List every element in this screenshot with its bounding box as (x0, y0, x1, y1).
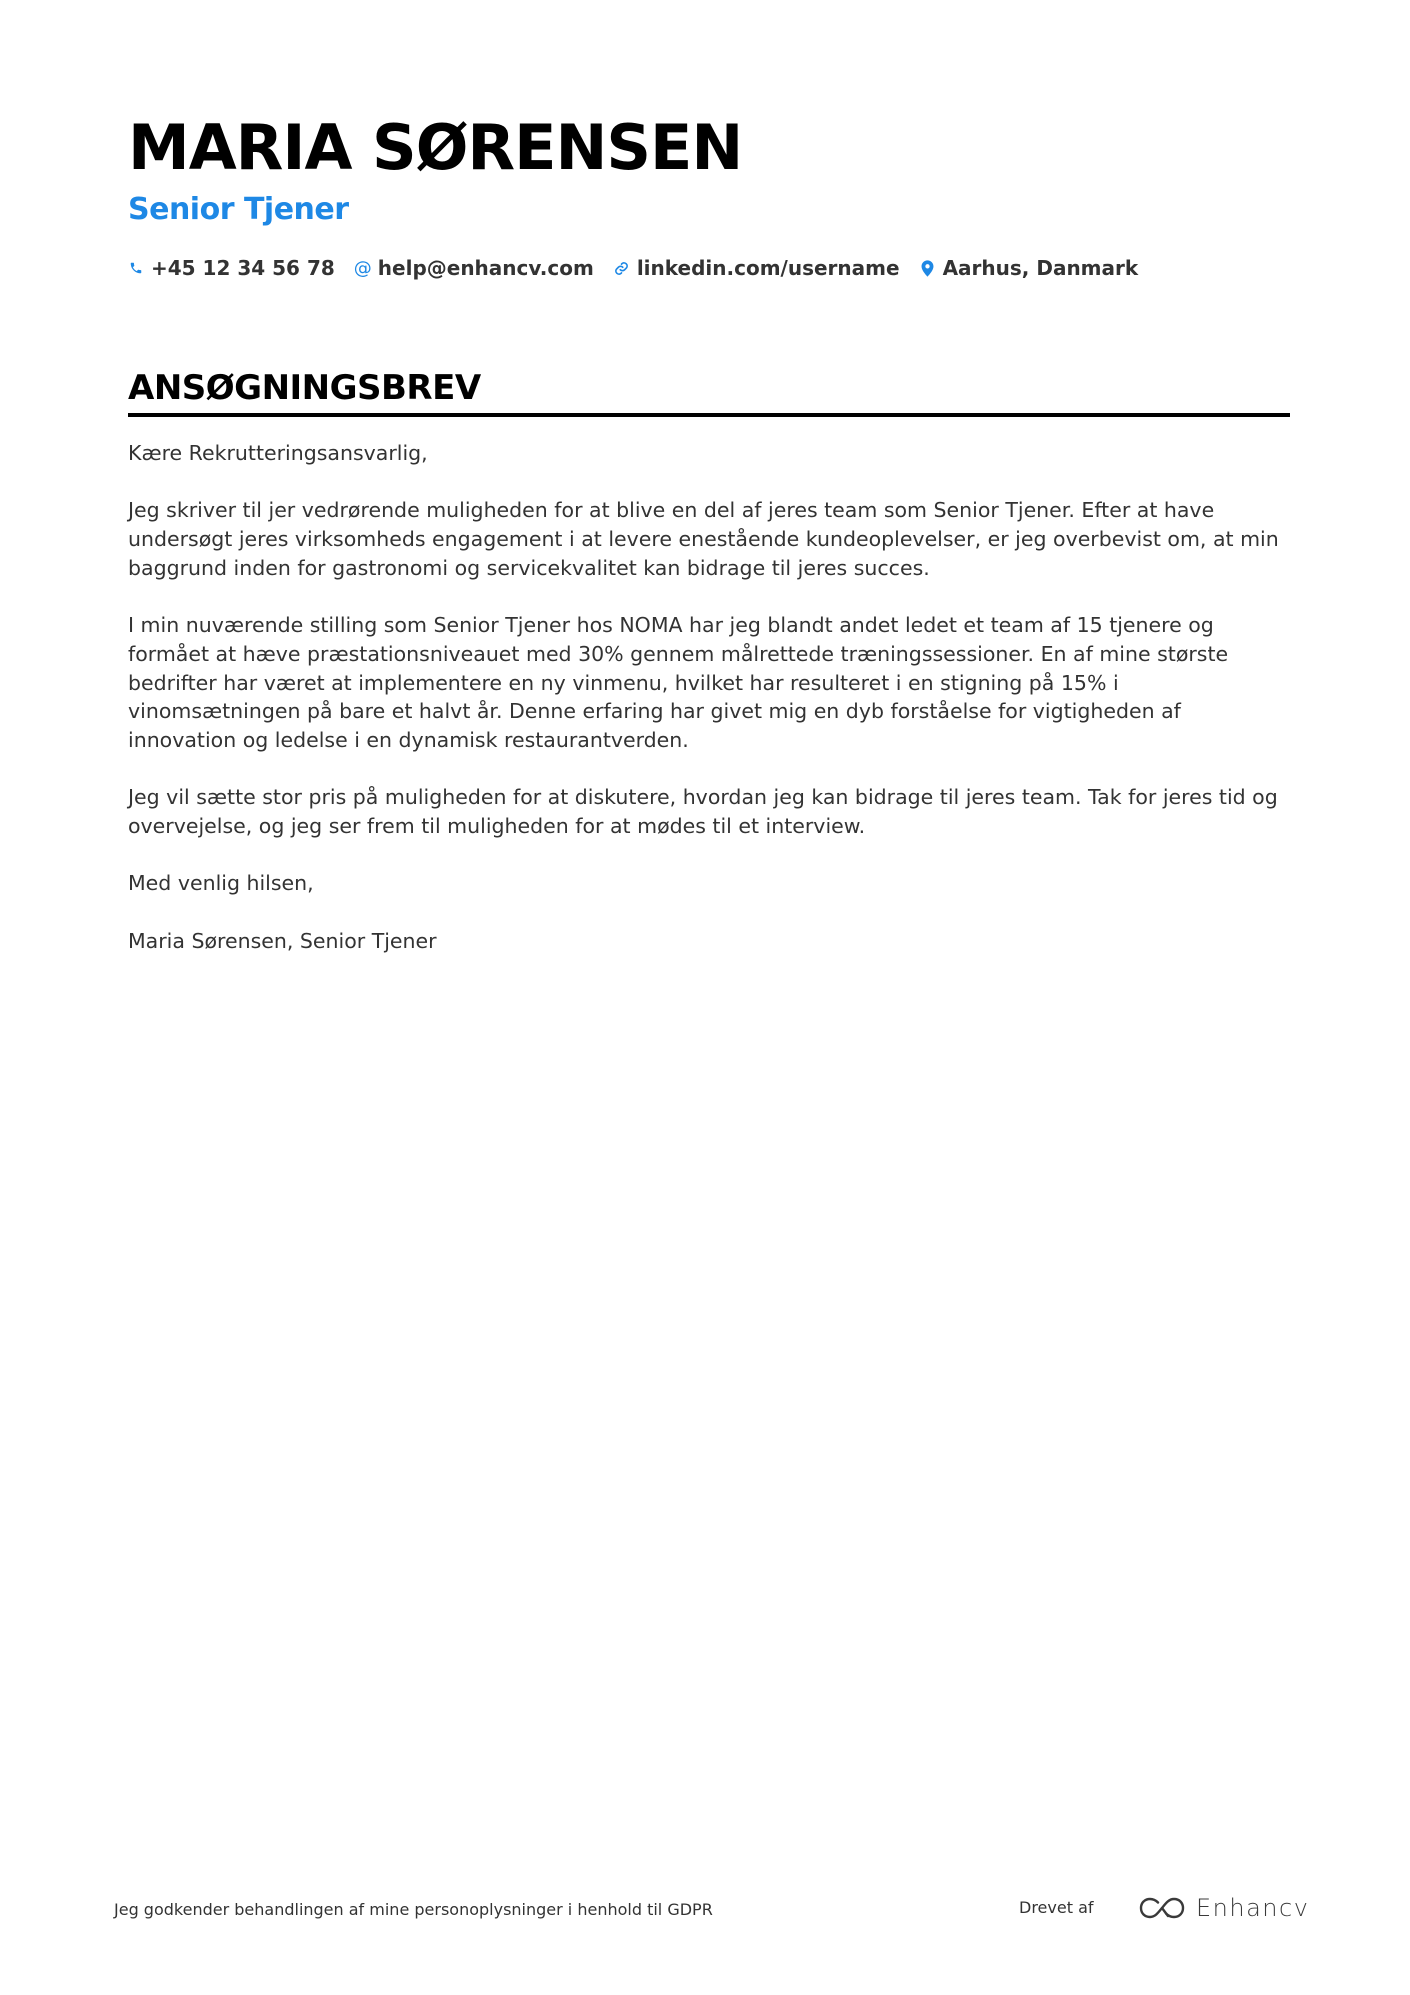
contact-phone-text: +45 12 34 56 78 (151, 256, 335, 280)
contact-bar (128, 250, 1288, 286)
contact-email-text[interactable]: help@enhancv.com (377, 256, 594, 280)
letter-paragraph: I min nuværende stilling som Senior Tjener hos NOMA har jeg blandt andet ledet et team af 15 tjenere og formået at hæve præstationsniveauet med 30% gennem målrettede træningssessioner. En af mine største bedrifter har været at implementere en ny vinmenu, hvilket har resulteret i en stigning på 15% i vinomsætningen på bare et halvt år. Denne erfaring har givet mig en dyb forståelse for vigtigheden af innovation og ledelse i en dynamisk restaurantverden. (128, 613, 1229, 752)
map-pin-icon (920, 258, 936, 278)
candidate-name: MARIA SØRENSEN (128, 111, 743, 184)
letter-greeting: Kære Rekrutteringsansvarlig, (128, 441, 428, 465)
contact-linkedin-text[interactable]: linkedin.com/username (636, 256, 900, 280)
letter-closing: Med venlig hilsen, (128, 871, 314, 896)
section-divider (128, 413, 1290, 417)
section-title: ANSØGNINGSBREV (128, 368, 481, 408)
letter-paragraph: Jeg skriver til jer vedrørende muligheden for at blive en del af jeres team som Senior Tjener. Efter at have undersøgt jeres virksomheds engagement i at levere enestående kundeoplevelser, er jeg overbevist om, at min baggrund inden for gastronomi og servicekvalitet kan bidrage til jeres succes. (128, 498, 1279, 580)
cover-letter-section (128, 366, 1290, 984)
contact-email[interactable] (355, 256, 594, 280)
contact-location (920, 256, 1139, 280)
brand[interactable] (1138, 1892, 1309, 1924)
gdpr-consent-text: Jeg godkender behandlingen af mine personoplysninger i henhold til GDPR (114, 1900, 713, 1919)
job-title: Senior Tjener (128, 192, 349, 227)
phone-icon (128, 258, 144, 278)
footer (114, 1892, 1310, 1928)
contact-linkedin[interactable] (614, 256, 900, 280)
letter-paragraph: Jeg vil sætte stor pris på muligheden for at diskutere, hvordan jeg kan bidrage til jeres team. Tak for jeres tid og overvejelse, og jeg ser frem til muligheden for at mødes til et interview. (128, 785, 1278, 839)
header (128, 108, 1288, 286)
powered-by-label: Drevet af (1019, 1898, 1094, 1917)
link-icon (614, 258, 630, 278)
at-icon: @ (353, 257, 372, 279)
letter-signature: Maria Sørensen, Senior Tjener (128, 928, 437, 953)
letter-body (128, 439, 1290, 956)
contact-location-text: Aarhus, Danmark (942, 256, 1139, 280)
brand-name[interactable]: Enhancv (1196, 1894, 1310, 1922)
enhancv-logo-icon (1138, 1896, 1186, 1920)
contact-phone (128, 256, 335, 280)
